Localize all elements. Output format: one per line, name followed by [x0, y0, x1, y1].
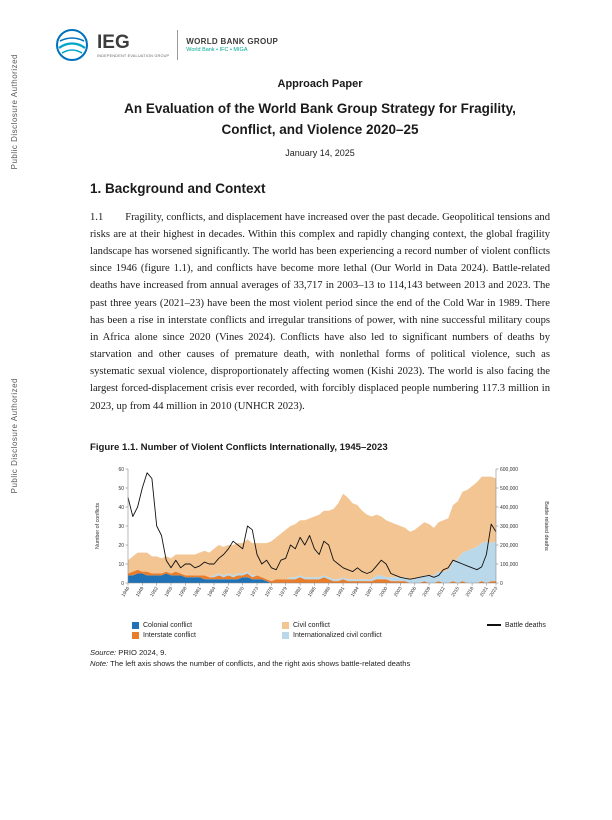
source-text: PRIO 2024, 9. [116, 647, 167, 657]
svg-text:2000: 2000 [379, 586, 390, 598]
legend-swatch [487, 624, 501, 626]
conflict-chart-svg [90, 461, 550, 619]
wbg-subtext: World Bank • IFC • MIGA [186, 47, 248, 54]
conflict-chart [90, 461, 550, 670]
figure-source-note [90, 647, 550, 670]
paragraph-number: 1.1 [90, 211, 104, 223]
legend-swatch [282, 632, 289, 639]
ieg-text: IEG [97, 31, 130, 53]
svg-text:20: 20 [118, 542, 124, 549]
svg-text:Battle related deaths: Battle related deaths [543, 500, 549, 551]
svg-text:10: 10 [118, 561, 124, 568]
legend-swatch [132, 622, 139, 629]
svg-text:1985: 1985 [307, 586, 318, 598]
legend-item-internationalized-civil-conflict [282, 632, 487, 639]
svg-text:30: 30 [118, 523, 124, 530]
globe-icon [55, 28, 89, 62]
page-content [90, 78, 550, 670]
note-label: Note: [90, 659, 109, 669]
svg-text:1973: 1973 [250, 586, 261, 598]
svg-text:1979: 1979 [279, 586, 289, 598]
svg-text:1955: 1955 [164, 586, 175, 598]
legend-label: Internationalized civil conflict [293, 631, 382, 639]
svg-text:1964: 1964 [207, 586, 218, 598]
svg-text:2015: 2015 [451, 586, 461, 598]
chart-legend-row-2 [132, 629, 550, 639]
svg-text:0: 0 [500, 580, 503, 587]
legend-item-battle-deaths [487, 622, 577, 629]
svg-text:2006: 2006 [408, 586, 418, 598]
legend-item-colonial-conflict [132, 622, 282, 629]
document-date: January 14, 2025 [285, 147, 355, 158]
document-page [0, 28, 612, 820]
document-kicker: Approach Paper [277, 78, 363, 90]
svg-text:1970: 1970 [236, 586, 246, 598]
svg-text:50: 50 [118, 485, 124, 492]
legend-swatch [132, 632, 139, 639]
svg-text:Number of conflicts: Number of conflicts [95, 502, 101, 549]
svg-text:200,000: 200,000 [500, 542, 519, 549]
svg-text:0: 0 [121, 580, 124, 587]
svg-text:60: 60 [118, 466, 124, 473]
svg-text:1988: 1988 [322, 586, 332, 598]
disclosure-stamp-top: Public Disclosure Authorized [10, 54, 19, 170]
figure-caption: Figure 1.1. Number of Violent Conflicts Internationally, 1945–2023 [90, 441, 388, 453]
svg-text:2009: 2009 [422, 586, 433, 598]
ieg-wordmark [97, 33, 169, 58]
legend-swatch [282, 622, 289, 629]
svg-text:1967: 1967 [221, 586, 232, 598]
paragraph-text: Fragility, conflicts, and displacement have increased over the past decade. Geopolitical tensions and risks are at their highest in decades. Within this complex and rapidly changing context, the global fragility landscape has worsened significantly. The world has been experiencing a record number of violent conflicts since 1946 (figure 1.1), and conflicts have become more lethal (Our World in Data 2024). Battle-related deaths have increased from annual averages of 33,717 in 2003–13 to 114,143 between 2013 and 2023. The past three years (2021–23) have been the most violent period since the end of the Cold War in 1989. There has been a rise in interstate conflicts and irregular transitions of power, with nine successful military coups in Africa alone since 2020 (Vines 2024). Conflicts have also led to significant numbers of deaths by starvation and other causes of premature death, with nonlethal forms of political violence, such as systematic sexual violence, disproportionately affecting women (Kishi 2023). The world is also facing the largest forced-displacement crisis ever recorded, with forcibly displaced people numbering 117.3 million in 2023, up from 44 million in 2010 (UNHCR 2023). [90, 211, 550, 412]
svg-text:1949: 1949 [135, 586, 146, 598]
svg-text:40: 40 [118, 504, 124, 511]
document-title [90, 99, 550, 141]
section-heading: 1. Background and Context [90, 180, 266, 196]
svg-text:1958: 1958 [178, 586, 189, 598]
wbg-wordmark [186, 37, 278, 54]
svg-text:1982: 1982 [293, 586, 304, 598]
svg-text:1997: 1997 [365, 586, 375, 598]
disclosure-stamp-middle: Public Disclosure Authorized [10, 378, 19, 494]
svg-text:2018: 2018 [465, 586, 476, 598]
svg-text:1976: 1976 [264, 586, 275, 598]
svg-text:600,000: 600,000 [500, 466, 519, 473]
svg-text:1994: 1994 [350, 586, 361, 598]
svg-text:400,000: 400,000 [500, 504, 519, 511]
note-text: The left axis shows the number of conflicts, and the right axis shows battle-related deaths [108, 659, 411, 669]
ieg-subtext: INDEPENDENT EVALUATION GROUP [97, 53, 170, 58]
source-label: Source: [90, 647, 117, 657]
legend-label: Interstate conflict [143, 631, 196, 639]
svg-text:300,000: 300,000 [500, 523, 519, 530]
wbg-ieg-logo [55, 28, 612, 62]
svg-text:2003: 2003 [393, 586, 404, 598]
svg-text:1991: 1991 [336, 586, 347, 598]
title-line-1: An Evaluation of the World Bank Group Strategy for Fragility, [124, 101, 516, 116]
logo-divider [177, 30, 178, 60]
svg-text:2023: 2023 [489, 586, 500, 598]
svg-text:2012: 2012 [436, 586, 447, 598]
svg-text:500,000: 500,000 [500, 485, 519, 492]
legend-item-interstate-conflict [132, 632, 282, 639]
svg-text:2021: 2021 [479, 586, 490, 598]
title-line-2: Conflict, and Violence 2020–25 [221, 121, 419, 137]
svg-text:1952: 1952 [149, 586, 160, 598]
figure-note [90, 658, 550, 669]
svg-text:100,000: 100,000 [500, 561, 519, 568]
legend-item-civil-conflict [282, 622, 487, 629]
svg-text:1946: 1946 [121, 586, 132, 598]
svg-text:1961: 1961 [192, 586, 203, 598]
wbg-text: WORLD BANK GROUP [186, 36, 279, 46]
figure-source [90, 647, 550, 658]
legend-label: Battle deaths [505, 621, 546, 629]
chart-legend-row-1 [132, 619, 550, 629]
paragraph-1-1 [90, 209, 550, 415]
legend-label: Civil conflict [293, 621, 330, 629]
legend-label: Colonial conflict [143, 621, 193, 629]
